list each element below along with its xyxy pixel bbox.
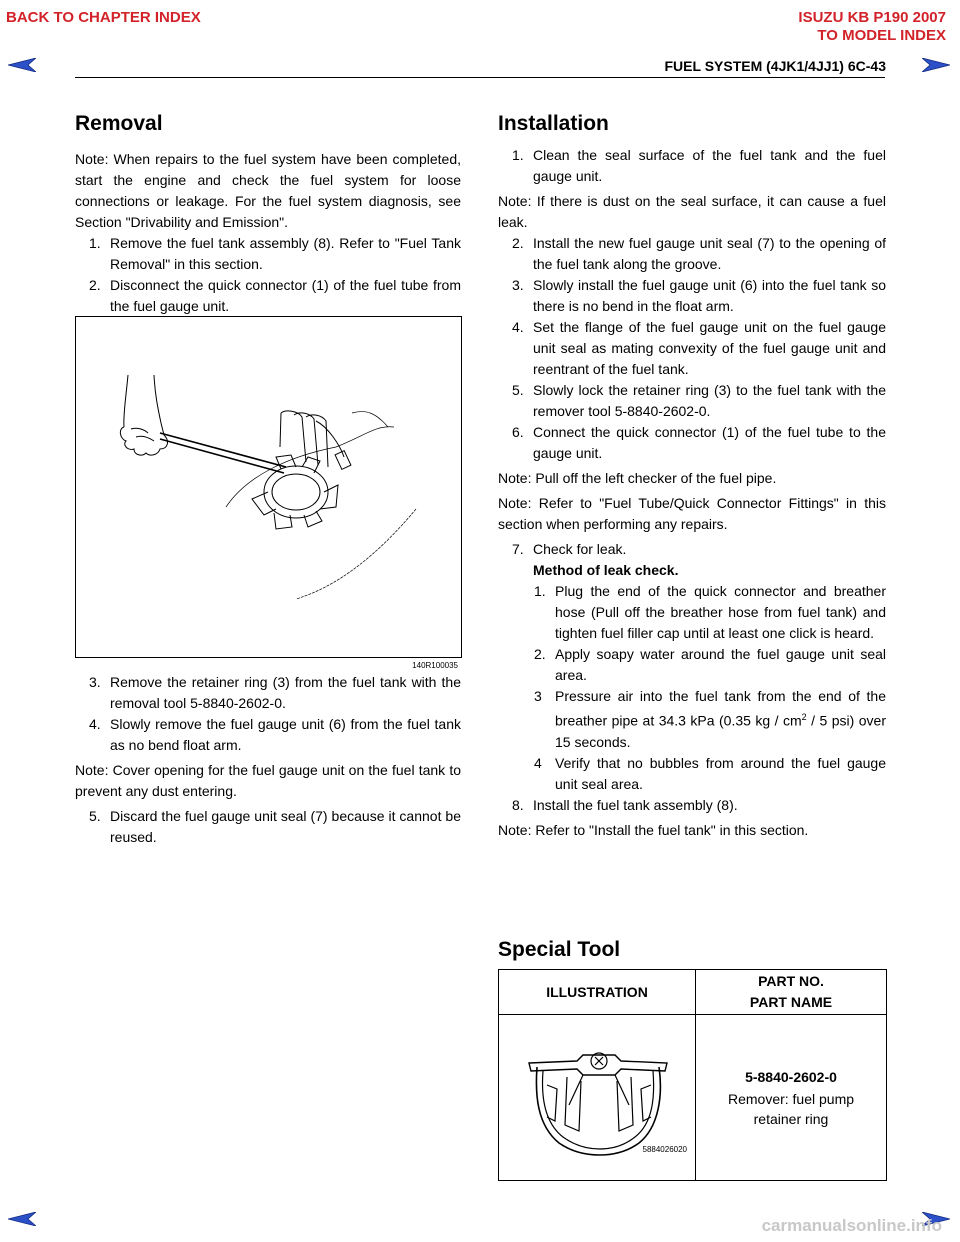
step-number: 1. <box>512 147 524 163</box>
list-item <box>75 672 461 714</box>
installation-text <box>498 145 886 841</box>
removal-note: Note: When repairs to the fuel system have been completed, start the engine and check the fuel system for loose connections or leakage. For the fuel system diagnosis, see Section "Drivability and Emission". <box>75 151 461 230</box>
back-to-chapter-index-link[interactable]: BACK TO CHAPTER INDEX <box>6 9 201 26</box>
step-number: 7. <box>512 541 524 557</box>
method-title: Method of leak check. <box>533 562 679 578</box>
step-number: 4 <box>534 754 542 771</box>
list-item <box>498 644 886 686</box>
removal-note-2: Note: Cover opening for the fuel gauge unit on the fuel tank to prevent any dust entering. <box>75 762 461 799</box>
tool-part-name: Remover: fuel pump retainer ring <box>727 1090 855 1127</box>
list-item <box>498 581 886 644</box>
list-item <box>498 795 886 816</box>
step-text: Remove the retainer ring (3) from the fuel tank with the removal tool 5-8840-2602-0. <box>110 674 461 711</box>
superscript: 2 <box>801 712 807 722</box>
step-text: Remove the fuel tank assembly (8). Refer to "Fuel Tank Removal" in this section. <box>110 235 461 272</box>
step-number: 3 <box>534 688 542 704</box>
step-number: 5. <box>89 808 101 824</box>
step-text: Slowly install the fuel gauge unit (6) into the fuel tank so there is no bend in the float arm. <box>533 277 886 314</box>
tool-info-cell <box>696 1015 887 1181</box>
model-title[interactable]: ISUZU KB P190 2007 <box>798 9 946 26</box>
step-text: Plug the end of the quick connector and breather hose (Pull off the breather hose from fuel tank) and tighten fuel filler cap until at least one click is heard. <box>555 583 886 641</box>
tool-illustration-cell <box>499 1015 696 1181</box>
step-text: Pressure air into the fuel tank from the end of the breather pipe at 34.3 kPa (0.35 kg / cm <box>555 688 886 729</box>
step-text: Set the flange of the fuel gauge unit on the fuel gauge unit seal as mating convexity of the fuel gauge unit and reentrant of the fuel tank. <box>533 319 886 377</box>
step-text: Slowly lock the retainer ring (3) to the fuel tank with the remover tool 5-8840-2602-0. <box>533 382 886 419</box>
step-number: 4. <box>512 319 524 335</box>
previous-page-arrow-icon[interactable] <box>8 58 36 72</box>
step-text: Discard the fuel gauge unit seal (7) because it cannot be reused. <box>110 808 461 845</box>
header-part <box>696 970 887 1015</box>
removal-text-top <box>75 149 461 317</box>
step-number: 1. <box>89 235 101 251</box>
step-number: 2. <box>534 646 546 662</box>
to-model-index[interactable]: TO MODEL INDEX <box>817 27 946 44</box>
list-item <box>498 145 886 187</box>
list-item <box>498 422 886 464</box>
step-text: Verify that no bubbles from around the fuel gauge unit seal area. <box>555 754 886 792</box>
table-row <box>499 1015 887 1181</box>
list-item <box>75 714 461 756</box>
step-number: 5. <box>512 382 524 398</box>
next-page-arrow-icon[interactable] <box>922 58 950 72</box>
list-item <box>498 380 886 422</box>
list-item <box>498 275 886 317</box>
page-header-title: FUEL SYSTEM (4JK1/4JJ1) 6C-43 <box>664 58 886 74</box>
list-item <box>75 275 461 317</box>
step-text: Apply soapy water around the fuel gauge unit seal area. <box>555 646 886 683</box>
tool-on-fuel-gauge-illustration <box>76 317 461 657</box>
header-part-no: PART NO. <box>758 973 824 989</box>
special-tool-heading: Special Tool <box>498 938 621 961</box>
installation-heading: Installation <box>498 112 609 135</box>
list-item <box>498 317 886 380</box>
step-number: 3. <box>512 277 524 293</box>
table-header-row <box>499 970 887 1015</box>
step-text: Disconnect the quick connector (1) of the fuel tube from the fuel gauge unit. <box>110 277 461 314</box>
tool-image-caption: 5884026020 <box>642 1145 687 1154</box>
removal-figure <box>75 316 462 670</box>
previous-page-arrow-bottom-icon[interactable] <box>8 1212 36 1226</box>
tool-part-number: 5-8840-2602-0 <box>745 1068 837 1085</box>
list-item <box>498 686 886 753</box>
step-text: Slowly remove the fuel gauge unit (6) from the fuel tank as no bend float arm. <box>110 716 461 753</box>
list-item <box>498 233 886 275</box>
removal-heading: Removal <box>75 112 163 135</box>
step-number: 6. <box>512 424 524 440</box>
step-text: Clean the seal surface of the fuel tank and the fuel gauge unit. <box>533 147 886 184</box>
special-tool-table <box>498 969 887 1181</box>
header-rule <box>75 77 885 78</box>
list-item <box>75 806 461 848</box>
installation-note-2: Note: Pull off the left checker of the fuel pipe. <box>498 470 777 486</box>
step-number: 8. <box>512 796 524 813</box>
step-text: Connect the quick connector (1) of the fuel tube to the gauge unit. <box>533 424 886 461</box>
watermark: carmanualsonline.info <box>761 1216 942 1235</box>
list-item <box>498 753 886 795</box>
installation-note-1: Note: If there is dust on the seal surface, it can cause a fuel leak. <box>498 193 886 230</box>
step-text: Install the fuel tank assembly (8). <box>533 796 738 813</box>
list-item <box>75 233 461 275</box>
header-illustration: ILLUSTRATION <box>499 970 696 1015</box>
step-number: 1. <box>534 583 546 599</box>
step-text: Install the new fuel gauge unit seal (7) to the opening of the fuel tank along the groove. <box>533 235 886 272</box>
step-text-end: / 5 psi) over 15 seconds. <box>555 712 887 750</box>
step-text: Check for leak. <box>533 541 627 557</box>
step-number: 2. <box>89 277 101 293</box>
installation-note-3: Note: Refer to "Fuel Tube/Quick Connector Fittings" in this section when performing any repairs. <box>498 495 886 532</box>
step-number: 3. <box>89 674 101 690</box>
step-number: 2. <box>512 235 524 251</box>
header-part-name: PART NAME <box>749 994 833 1010</box>
step-number: 4. <box>89 716 101 732</box>
list-item <box>498 539 886 560</box>
removal-text-bottom <box>75 672 461 848</box>
figure-caption: 140R100035 <box>412 661 458 670</box>
model-index-link[interactable] <box>798 9 946 45</box>
installation-note-4: Note: Refer to "Install the fuel tank" in this section. <box>498 821 809 838</box>
